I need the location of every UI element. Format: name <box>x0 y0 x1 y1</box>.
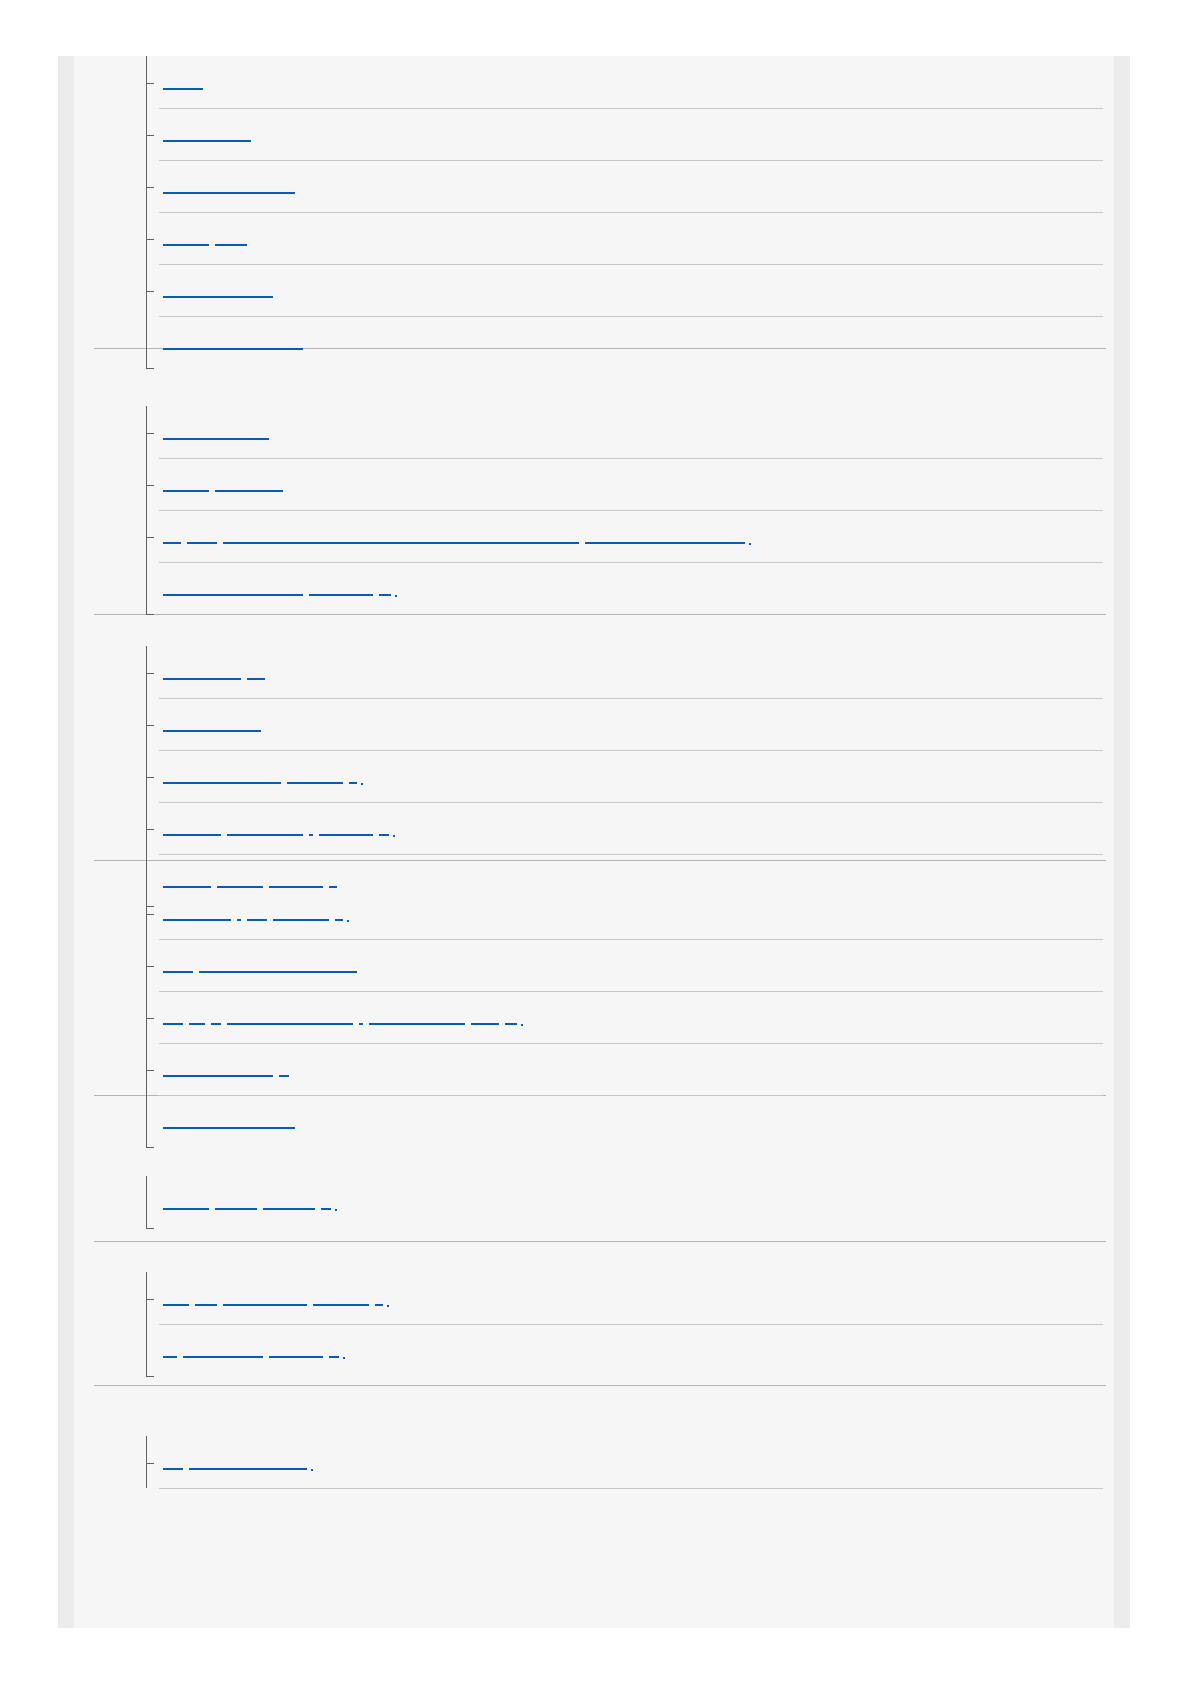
tree-line <box>146 1436 147 1488</box>
tree-branch <box>146 966 154 967</box>
link-underline[interactable] <box>163 348 303 350</box>
tree-branch <box>146 1463 154 1464</box>
toc-link[interactable] <box>163 182 295 196</box>
toc-section <box>94 1237 1106 1386</box>
tree-branch <box>146 239 154 240</box>
link-underline[interactable] <box>223 1304 307 1306</box>
toc-item[interactable] <box>159 212 1103 265</box>
link-underline[interactable] <box>163 1075 273 1077</box>
link-underline[interactable] <box>163 971 193 973</box>
toc-item[interactable] <box>159 802 1103 855</box>
link-underline[interactable] <box>183 1356 263 1358</box>
link-underline[interactable] <box>375 1304 383 1306</box>
link-underline[interactable] <box>471 1023 499 1025</box>
link-underline[interactable] <box>321 1208 331 1210</box>
tree-branch <box>146 135 154 136</box>
tree-branch <box>146 1228 154 1229</box>
link-underline[interactable] <box>163 834 221 836</box>
tree-branch <box>146 777 154 778</box>
link-underline[interactable] <box>215 1208 257 1210</box>
tree-branch <box>146 1299 154 1300</box>
link-underline[interactable] <box>163 88 203 90</box>
link-underline[interactable] <box>163 730 261 732</box>
toc-section <box>94 1401 1106 1500</box>
toc-link[interactable] <box>163 824 395 838</box>
link-underline[interactable] <box>189 1468 307 1470</box>
link-underline[interactable] <box>309 594 373 596</box>
link-underline[interactable] <box>163 919 231 921</box>
tree-branch <box>146 291 154 292</box>
tree-branch <box>146 829 154 830</box>
tree-line <box>146 887 147 1147</box>
link-dot <box>361 783 363 785</box>
toc-link[interactable] <box>163 909 349 923</box>
toc-section <box>94 611 1106 861</box>
link-underline[interactable] <box>195 1304 217 1306</box>
toc-item[interactable] <box>159 750 1103 803</box>
link-underline[interactable] <box>313 1304 369 1306</box>
link-underline[interactable] <box>329 1356 339 1358</box>
link-underline[interactable] <box>269 1356 323 1358</box>
link-underline[interactable] <box>279 1075 289 1077</box>
toc-section <box>94 371 1106 615</box>
link-underline[interactable] <box>163 244 209 246</box>
toc-link[interactable] <box>163 961 357 975</box>
link-underline[interactable] <box>163 438 269 440</box>
link-underline[interactable] <box>163 542 181 544</box>
toc-link[interactable] <box>163 130 251 144</box>
toc-panel <box>74 56 1114 1628</box>
tree-line <box>146 406 147 614</box>
link-underline[interactable] <box>163 192 295 194</box>
link-underline[interactable] <box>227 834 303 836</box>
tree-branch <box>146 1070 154 1071</box>
link-underline[interactable] <box>163 1127 295 1129</box>
link-dot <box>749 543 751 545</box>
toc-item[interactable] <box>159 646 1103 699</box>
link-underline[interactable] <box>227 1023 353 1025</box>
toc-link[interactable] <box>163 668 265 682</box>
tree-line <box>146 1176 147 1228</box>
link-dot <box>335 1209 337 1211</box>
link-underline[interactable] <box>187 542 217 544</box>
toc-item[interactable] <box>159 406 1103 459</box>
link-dot <box>347 920 349 922</box>
toc-item[interactable] <box>159 160 1103 213</box>
tree-branch <box>146 368 154 369</box>
link-underline[interactable] <box>263 1208 315 1210</box>
toc-link[interactable] <box>163 234 247 248</box>
toc-link[interactable] <box>163 480 283 494</box>
link-underline[interactable] <box>163 1304 189 1306</box>
toc-section <box>94 56 1106 349</box>
link-dot <box>387 1305 389 1307</box>
tree-branch <box>146 485 154 486</box>
toc-link[interactable] <box>163 772 363 786</box>
tree-branch <box>146 83 154 84</box>
toc-link[interactable] <box>163 1013 523 1027</box>
link-underline[interactable] <box>163 1208 209 1210</box>
toc-item[interactable] <box>159 1043 1103 1096</box>
link-underline[interactable] <box>199 971 357 973</box>
tree-branch <box>146 187 154 188</box>
toc-item[interactable] <box>159 991 1103 1044</box>
toc-item[interactable] <box>159 1272 1103 1325</box>
toc-link[interactable] <box>163 584 397 598</box>
toc-item[interactable] <box>159 316 1103 368</box>
link-underline[interactable] <box>163 1023 183 1025</box>
link-underline[interactable] <box>223 542 579 544</box>
link-underline[interactable] <box>163 140 251 142</box>
link-underline[interactable] <box>379 834 389 836</box>
link-underline[interactable] <box>309 834 313 836</box>
link-dot <box>393 835 395 837</box>
toc-link[interactable] <box>163 1294 389 1308</box>
toc-item[interactable] <box>159 108 1103 161</box>
link-dot <box>521 1024 523 1026</box>
link-dot <box>395 595 397 597</box>
link-dot <box>343 1357 345 1359</box>
link-underline[interactable] <box>585 542 745 544</box>
toc-item[interactable] <box>159 939 1103 992</box>
toc-item[interactable] <box>159 264 1103 317</box>
tree-branch <box>146 1376 154 1377</box>
link-underline[interactable] <box>247 919 267 921</box>
link-underline[interactable] <box>163 594 303 596</box>
link-dot <box>311 1469 313 1471</box>
tree-branch <box>146 433 154 434</box>
toc-link[interactable] <box>163 1065 289 1079</box>
tree-line <box>146 56 147 368</box>
toc-item[interactable] <box>159 458 1103 511</box>
link-underline[interactable] <box>211 1023 221 1025</box>
toc-link[interactable] <box>163 338 303 352</box>
link-underline[interactable] <box>335 919 343 921</box>
toc-link[interactable] <box>163 428 269 442</box>
link-underline[interactable] <box>287 782 343 784</box>
tree-branch <box>146 673 154 674</box>
tree-line <box>146 1272 147 1376</box>
toc-item[interactable] <box>159 1095 1103 1147</box>
link-underline[interactable] <box>505 1023 517 1025</box>
link-underline[interactable] <box>273 919 329 921</box>
link-underline[interactable] <box>237 919 241 921</box>
tree-branch <box>146 1018 154 1019</box>
link-underline[interactable] <box>189 1023 205 1025</box>
toc-item[interactable] <box>159 56 1103 109</box>
toc-link[interactable] <box>163 78 203 92</box>
link-underline[interactable] <box>247 678 265 680</box>
toc-item[interactable] <box>159 1324 1103 1376</box>
link-underline[interactable] <box>379 594 391 596</box>
link-underline[interactable] <box>163 490 209 492</box>
link-underline[interactable] <box>369 1023 465 1025</box>
toc-item[interactable] <box>159 562 1103 614</box>
link-underline[interactable] <box>163 296 273 298</box>
page-frame <box>58 56 1130 1628</box>
tree-branch <box>146 914 154 915</box>
toc-item[interactable] <box>159 510 1103 563</box>
link-underline[interactable] <box>163 678 241 680</box>
toc-link[interactable] <box>163 1117 295 1131</box>
toc-section <box>94 1141 1106 1242</box>
toc-item[interactable] <box>159 698 1103 751</box>
toc-link[interactable] <box>163 532 751 546</box>
link-underline[interactable] <box>163 1356 177 1358</box>
link-underline[interactable] <box>215 490 283 492</box>
tree-branch <box>146 725 154 726</box>
link-underline[interactable] <box>215 244 247 246</box>
toc-link[interactable] <box>163 286 273 300</box>
toc-item[interactable] <box>159 1436 1103 1489</box>
toc-link[interactable] <box>163 720 261 734</box>
link-underline[interactable] <box>349 782 357 784</box>
toc-link[interactable] <box>163 1346 345 1360</box>
tree-branch <box>146 537 154 538</box>
toc-section <box>94 852 1106 1096</box>
toc-item[interactable] <box>159 887 1103 940</box>
link-underline[interactable] <box>163 1468 183 1470</box>
toc-item[interactable] <box>159 1176 1103 1228</box>
toc-link[interactable] <box>163 1458 313 1472</box>
link-underline[interactable] <box>163 782 281 784</box>
link-underline[interactable] <box>359 1023 363 1025</box>
toc-link[interactable] <box>163 1198 337 1212</box>
link-underline[interactable] <box>319 834 373 836</box>
